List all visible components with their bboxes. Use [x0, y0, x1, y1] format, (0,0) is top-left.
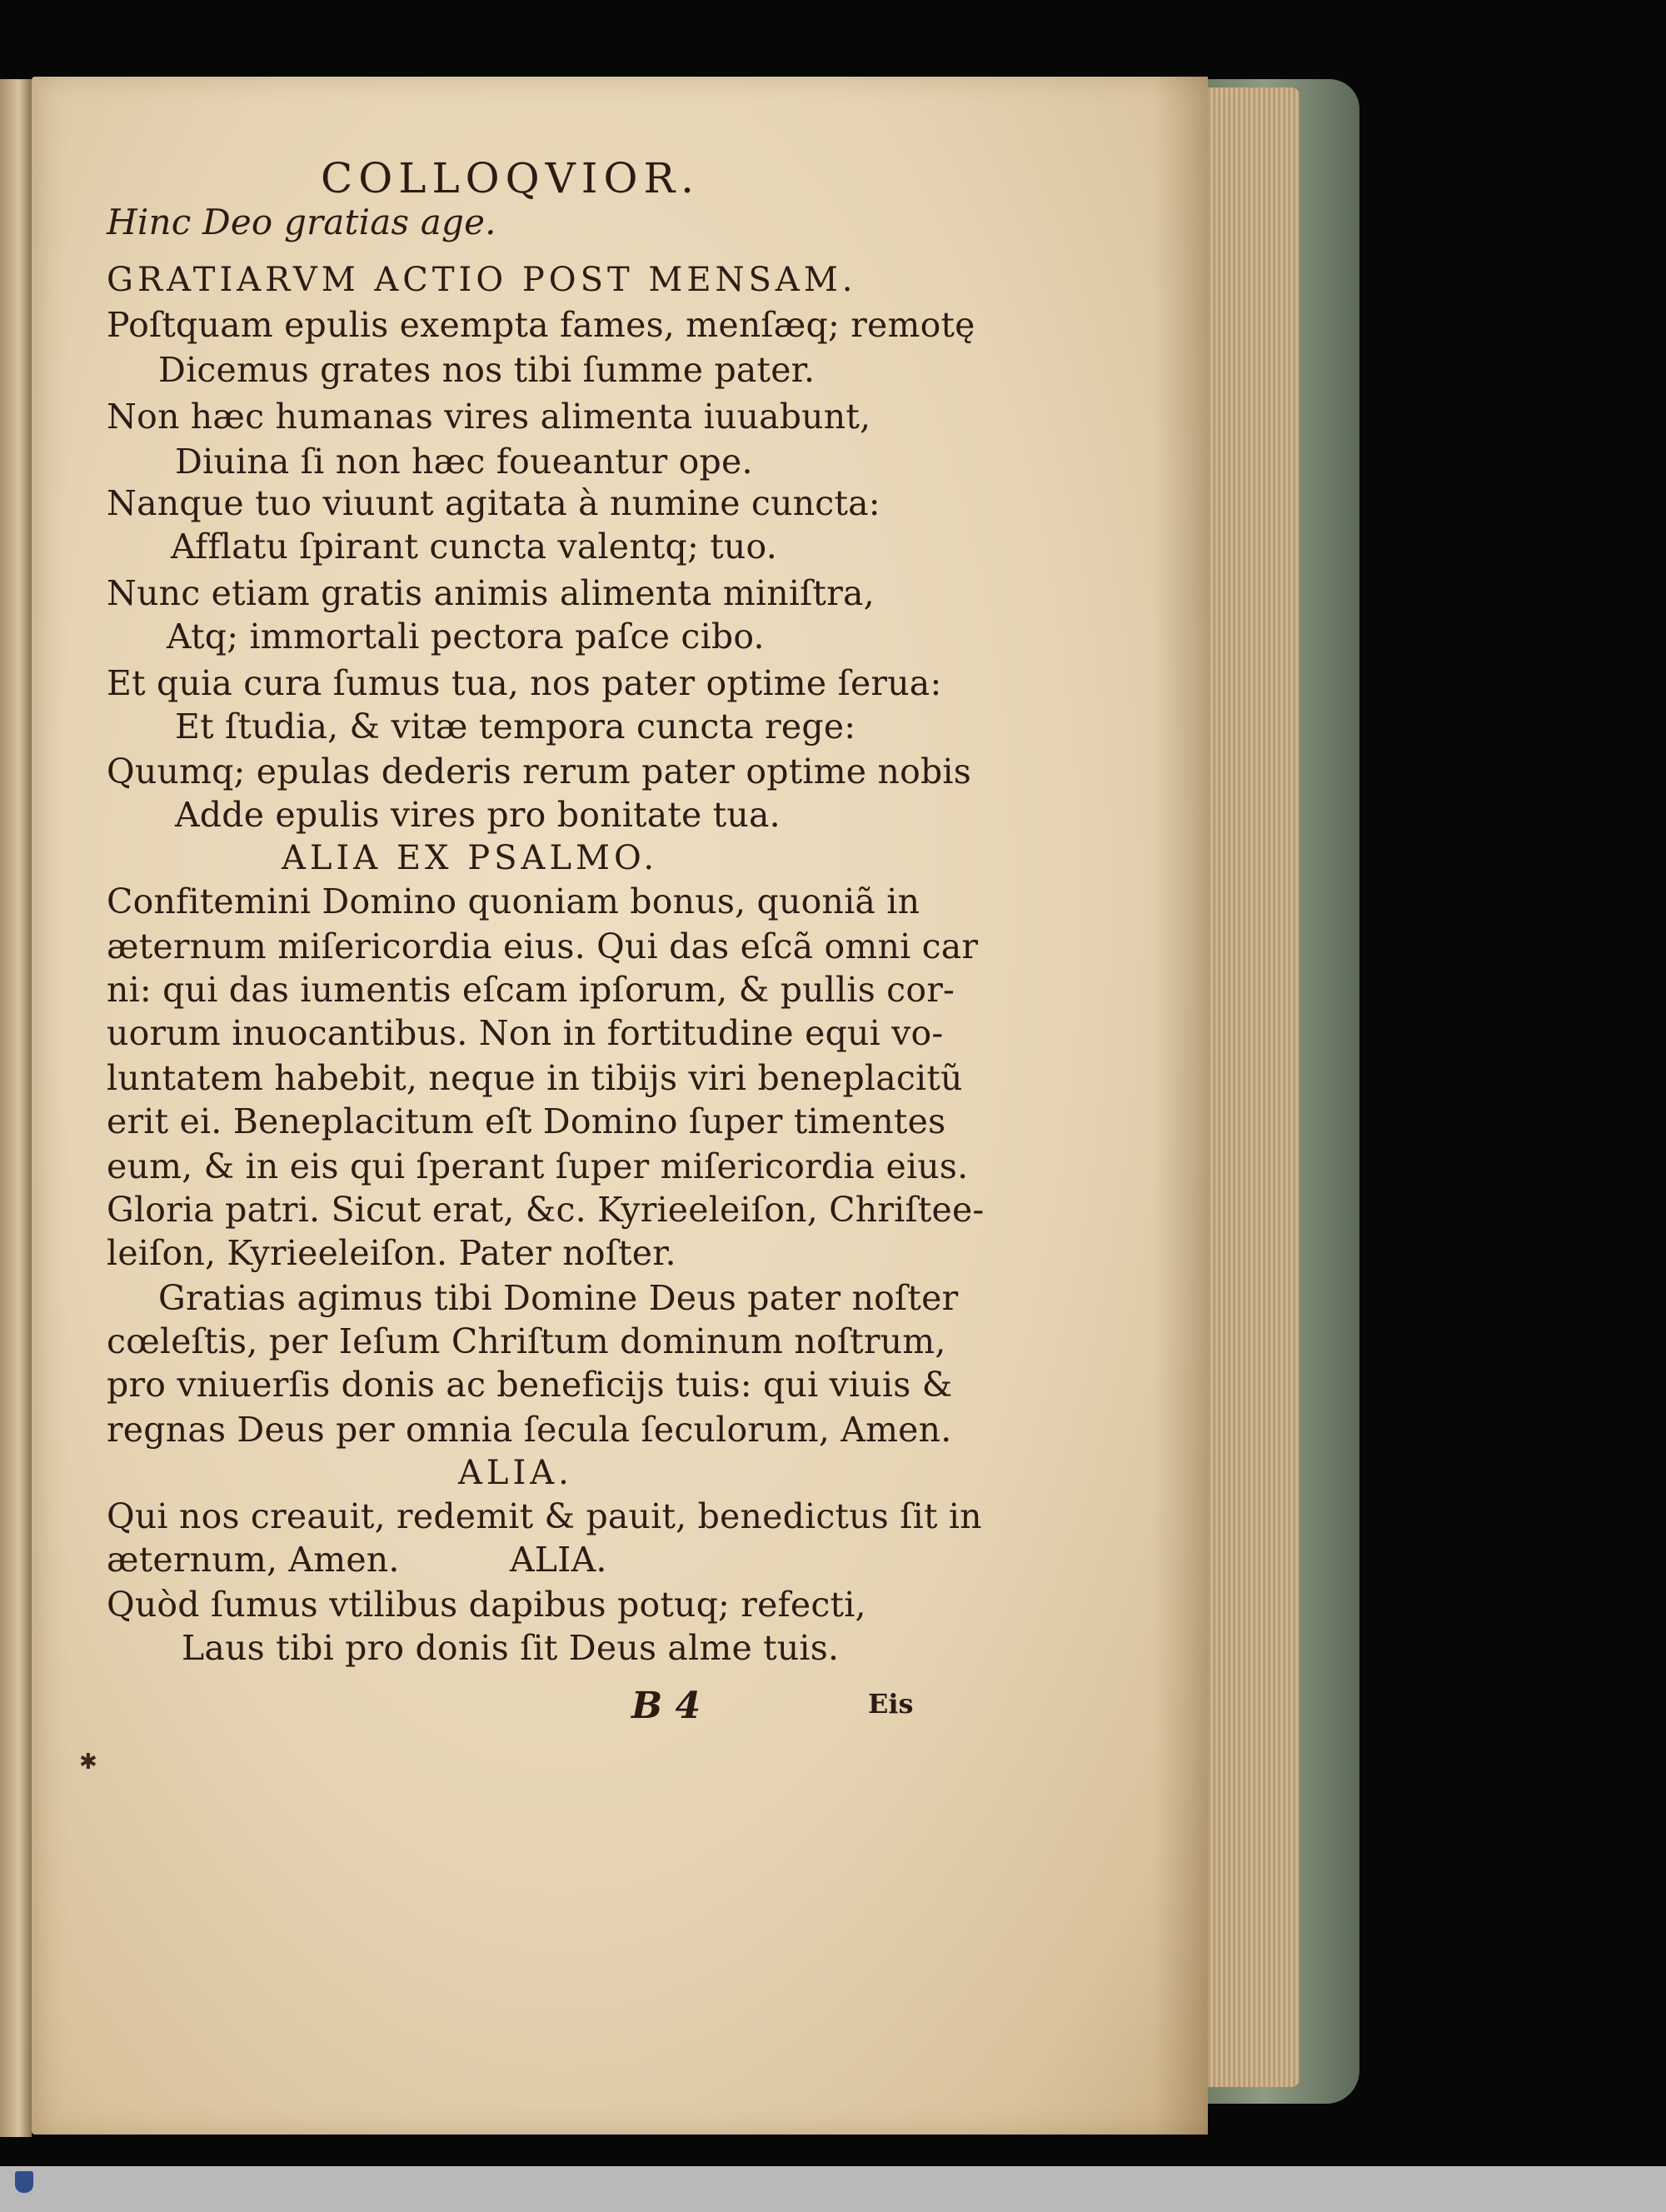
text-line: Non hæc humanas vires alimenta iuuabunt,	[107, 397, 871, 437]
section-heading: ALIA.	[458, 1454, 573, 1492]
text-line: pro vniuerſis donis ac beneficijs tuis: qui viuis &	[107, 1365, 953, 1405]
text-line: erit ei. Beneplacitum eſt Domino ſuper timentes	[107, 1101, 946, 1141]
text-line: uorum inuocantibus. Non in fortitudine equi vo-	[107, 1013, 944, 1053]
text-line: eum, & in eis qui ſperant ſuper miſericordia eius.	[107, 1146, 969, 1186]
text-line: Gratias agimus tibi Domine Deus pater noſter	[158, 1278, 959, 1318]
text-line: æternum miſericordia eius. Qui das eſcã omni car	[107, 926, 979, 966]
facing-page-edge	[0, 79, 32, 2137]
text-line: Atq; immortali pectora paſce cibo.	[167, 617, 765, 657]
text-line: Qui nos creauit, redemit & pauit, benedictus ſit in	[107, 1496, 982, 1536]
text-line: Quòd ſumus vtilibus dapibus potuq; refecti,	[107, 1585, 866, 1625]
page-block-edges	[1200, 87, 1299, 2087]
library-logo-icon	[15, 2171, 33, 2193]
text-line: Gloria patri. Sicut erat, &c. Kyrieeleiſon, Chriſtee-	[107, 1190, 985, 1230]
text-line: Quumq; epulas dederis rerum pater optime nobis	[107, 751, 971, 791]
text-line: Confitemini Domino quoniam bonus, quoniã in	[107, 881, 920, 921]
catchword: Eis	[868, 1688, 914, 1720]
text-line: Laus tibi pro donis ſit Deus alme tuis.	[182, 1628, 840, 1668]
text-line: luntatem habebit, neque in tibijs viri beneplacitũ	[107, 1058, 963, 1098]
text-line: cœleſtis, per Ieſum Chriſtum dominum noſtrum,	[107, 1321, 946, 1361]
ink-mark: ✱	[79, 1750, 97, 1775]
section-heading: ALIA EX PSALMO.	[282, 839, 659, 877]
text-line: Afflatu ſpirant cuncta valentq; tuo.	[171, 527, 777, 567]
text-line: Adde epulis vires pro bonitate tua.	[175, 795, 781, 835]
text-line: Dicemus grates nos tibi ſumme pater.	[158, 350, 816, 390]
running-header: COLLOQVIOR.	[321, 154, 701, 202]
text-line: æternum, Amen. ALIA.	[107, 1540, 607, 1580]
text-line: ni: qui das iumentis eſcam ipſorum, & pullis cor-	[107, 970, 955, 1010]
section-heading: GRATIARVM ACTIO POST MENSAM.	[107, 261, 857, 299]
text-line: Et quia cura ſumus tua, nos pater optime ſerua:	[107, 663, 942, 703]
viewer-footer-bar	[0, 2166, 1666, 2212]
text-line: Diuina ſi non hæc foueantur ope.	[175, 442, 753, 482]
text-line: Poſtquam epulis exempta fames, menſæq; remotę	[107, 305, 975, 345]
text-line: Et ſtudia, & vitæ tempora cuncta rege:	[175, 707, 856, 746]
text-line: regnas Deus per omnia ſecula ſeculorum, Amen.	[107, 1410, 952, 1450]
gutter-shadow	[1154, 77, 1208, 2135]
text-line: Nunc etiam gratis animis alimenta miniſtra,	[107, 573, 875, 613]
text-line: Nanque tuo viuunt agitata à numine cuncta:	[107, 483, 880, 523]
text-line: Hinc Deo gratias age.	[107, 202, 496, 242]
signature-mark: B 4	[631, 1685, 701, 1727]
text-line: leiſon, Kyrieeleiſon. Pater noſter.	[107, 1233, 676, 1273]
